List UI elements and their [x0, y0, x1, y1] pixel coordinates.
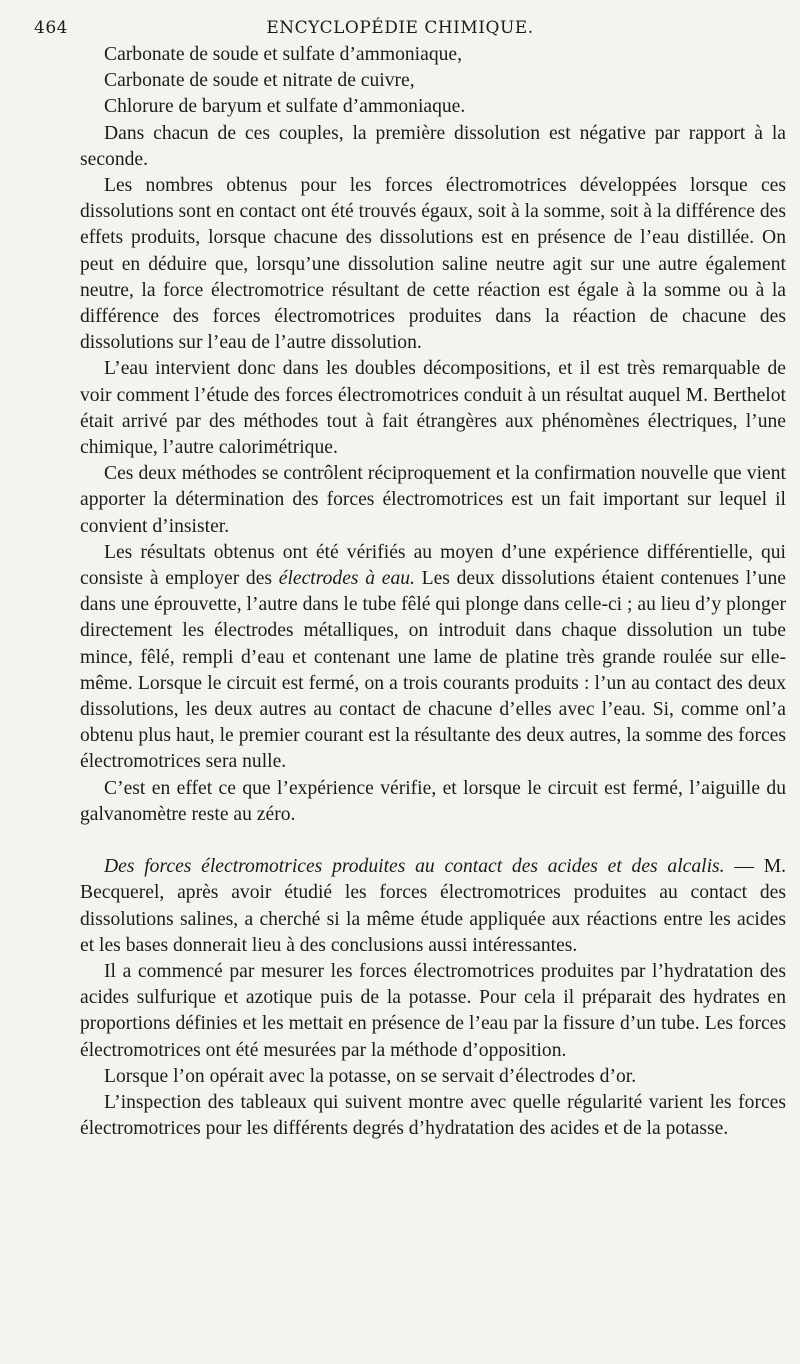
page-number: 464 [34, 18, 68, 38]
paragraph [80, 540, 786, 776]
paragraph-text: M. Becquerel, après avoir étudié les forces électromotrices produites au contact des dissolutions salines, a cherché si la même étude appliquée aux réactions entre les acides et les bases donnerait lieu à des conclusions aussi intéressantes. [80, 856, 787, 956]
paragraph: L’inspection des tableaux qui suivent montre avec quelle régularité varient les forces électromotrices pour les différents degrés d’hydratation des acides et de la potasse. [80, 1091, 786, 1140]
paragraph: Dans chacun de ces couples, la première dissolution est négative par rapport à la seconde. [80, 122, 786, 170]
section-dash: — [724, 856, 764, 878]
section-title: Des forces électromotrices produites au contact des acides et des alcalis. [104, 856, 725, 878]
page-body [80, 42, 786, 1142]
paragraph: C’est en effet ce que l’expérience vérifie, et lorsque le circuit est fermé, l’aiguille du galvanomètre reste au zéro. [80, 777, 786, 825]
couple-line: Carbonate de soude et sulfate d’ammoniaque, [104, 44, 463, 65]
paragraph-text: Les deux dissolutions étaient contenues l’une dans une éprouvette, l’autre dans le tube fêlé qui plonge dans celle-ci ; au lieu d’y plonger directement les électrodes métalliques, on introduit dans chaque dissolution un tube mince, fêlé, rempli d’eau et contenant une lame de platine très grande roulée sur elle-même. Lorsque le circuit est fermé, on a trois courants produits : l’un au contact des deux dissolutions, les deux autres au contact de chacune d’elles avec l’eau. Si, comme onl’a obtenu plus haut, le premier courant est la résultante des deux autres, la somme des forces électromotrices sera nulle. [80, 568, 786, 773]
couple-line: Carbonate de soude et nitrate de cuivre, [104, 70, 415, 92]
paragraph: Les nombres obtenus pour les forces électromotrices développées lorsque ces dissolutions sont en contact ont été trouvés égaux, soit à la somme, soit à la différence des effets produits, lorsque chacune des dissolutions est en présence de l’eau distillée. On peut en déduire que, lorsqu’une dissolution saline neutre agit sur une autre également neutre, la force électromotrice résultant de cette réaction est égale à la somme ou à la différence des forces électromotrices produites dans la réaction de chacune des dissolutions sur l’eau de l’autre dissolution. [80, 175, 786, 354]
paragraph-text: Les résultats obtenus ont été vérifiés au moyen d’une expérience différentielle, qui consiste à employer des [80, 541, 786, 590]
section-paragraph [80, 854, 786, 959]
couple-line: Chlorure de baryum et sulfate d’ammoniaque. [104, 96, 466, 118]
running-title: ENCYCLOPÉDIE CHIMIQUE. [266, 18, 534, 38]
paragraph: Il a commencé par mesurer les forces électromotrices produites par l’hydratation des acides sulfurique et azotique puis de la potasse. Pour cela il préparait des hydrates en proportions définies et les mettait en présence de l’eau par la fissure d’un tube. Les forces électromotrices ont été mesurées par la méthode d’opposition. [80, 960, 786, 1061]
paragraph: Lorsque l’on opérait avec la potasse, on se servait d’électrodes d’or. [104, 1065, 637, 1087]
page-header [24, 14, 776, 44]
paragraph: L’eau intervient donc dans les doubles décompositions, et il est très remarquable de voir comment l’étude des forces électromotrices conduit à un résultat auquel M. Berthelot était arrivé par des méthodes tout à fait étrangères aux phénomènes électriques, l’une chimique, l’autre calorimétrique. [80, 358, 786, 459]
paragraph: Ces deux méthodes se contrôlent réciproquement et la confirmation nouvelle que vient apporter la détermination des forces électromotrices est un fait important sur lequel il convient d’insister. [80, 463, 786, 537]
italic-term: électrodes à eau. [278, 568, 415, 590]
